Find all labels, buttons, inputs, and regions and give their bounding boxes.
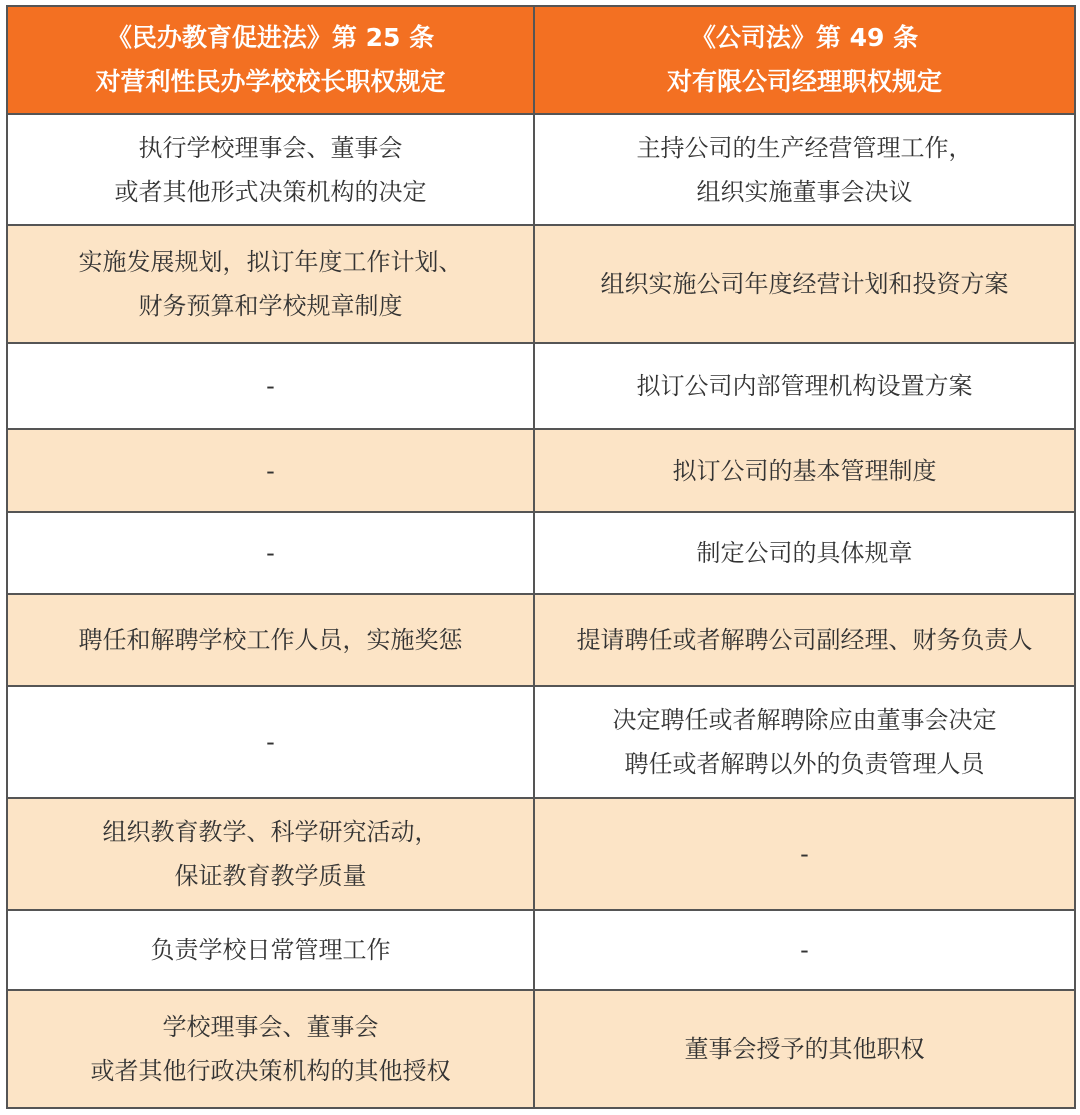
table-header-row (7, 6, 1075, 114)
cell-left (7, 114, 534, 225)
cell-text: - (266, 728, 275, 756)
cell-text: - (800, 840, 809, 868)
cell-left (7, 686, 534, 798)
cell-text: 主持公司的生产经营管理工作， (636, 133, 973, 162)
cell-text: 制定公司的具体规章 (696, 539, 913, 567)
cell-left (7, 594, 534, 686)
cell-right (534, 343, 1075, 429)
cell-left (7, 225, 534, 343)
table-row (7, 114, 1075, 225)
cell-left (7, 512, 534, 594)
cell-text: - (800, 936, 809, 964)
cell-text: 聘任或者解聘以外的负责管理人员 (624, 750, 985, 778)
table-row (7, 512, 1075, 594)
header-right-line-2: 对有限公司经理职权规定 (666, 67, 942, 96)
cell-right (534, 225, 1075, 343)
cell-text: 或者其他行政决策机构的其他授权 (90, 1057, 451, 1085)
cell-left (7, 910, 534, 990)
cell-right (534, 429, 1075, 512)
cell-text: 执行学校理事会、董事会 (138, 133, 403, 162)
table-row (7, 990, 1075, 1108)
cell-left (7, 798, 534, 910)
cell-left (7, 429, 534, 512)
cell-text: 组织实施董事会决议 (696, 177, 913, 206)
cell-text: 董事会授予的其他职权 (684, 1035, 925, 1063)
cell-text: - (266, 372, 275, 400)
table-row (7, 225, 1075, 343)
cell-text: 实施发展规划，拟订年度工作计划、 (78, 248, 463, 276)
cell-text: 组织实施公司年度经营计划和投资方案 (600, 270, 1009, 298)
cell-right (534, 686, 1075, 798)
cell-left (7, 990, 534, 1108)
table-row (7, 910, 1075, 990)
table-row (7, 429, 1075, 512)
cell-text: 组织教育教学、科学研究活动， (102, 818, 439, 846)
header-right (534, 6, 1075, 114)
cell-right (534, 512, 1075, 594)
cell-text: 学校理事会、董事会 (162, 1013, 379, 1041)
cell-right (534, 798, 1075, 910)
cell-text: 或者其他形式决策机构的决定 (114, 177, 427, 206)
cell-text: - (266, 539, 275, 567)
comparison-table (6, 5, 1076, 1109)
header-left-line-2: 对营利性民办学校校长职权规定 (95, 67, 446, 96)
cell-right (534, 114, 1075, 225)
cell-text: 聘任和解聘学校工作人员，实施奖惩 (78, 626, 463, 654)
cell-left (7, 343, 534, 429)
cell-text: 拟订公司的基本管理制度 (672, 456, 937, 485)
comparison-table-container (6, 5, 1074, 1109)
table-row (7, 343, 1075, 429)
header-right-line-1: 《公司法》第 49 条 (690, 23, 919, 52)
cell-right (534, 990, 1075, 1108)
cell-text: - (266, 456, 275, 485)
cell-right (534, 910, 1075, 990)
table-row (7, 686, 1075, 798)
cell-right (534, 594, 1075, 686)
cell-text: 财务预算和学校规章制度 (138, 292, 403, 320)
cell-text: 保证教育教学质量 (174, 862, 367, 890)
cell-text: 决定聘任或者解聘除应由董事会决定 (612, 706, 997, 734)
table-row (7, 798, 1075, 910)
cell-text: 提请聘任或者解聘公司副经理、财务负责人 (576, 626, 1033, 654)
header-left (7, 6, 534, 114)
table-row (7, 594, 1075, 686)
cell-text: 拟订公司内部管理机构设置方案 (636, 372, 973, 400)
cell-text: 负责学校日常管理工作 (150, 936, 391, 964)
header-left-line-1: 《民办教育促进法》第 25 条 (106, 23, 435, 52)
